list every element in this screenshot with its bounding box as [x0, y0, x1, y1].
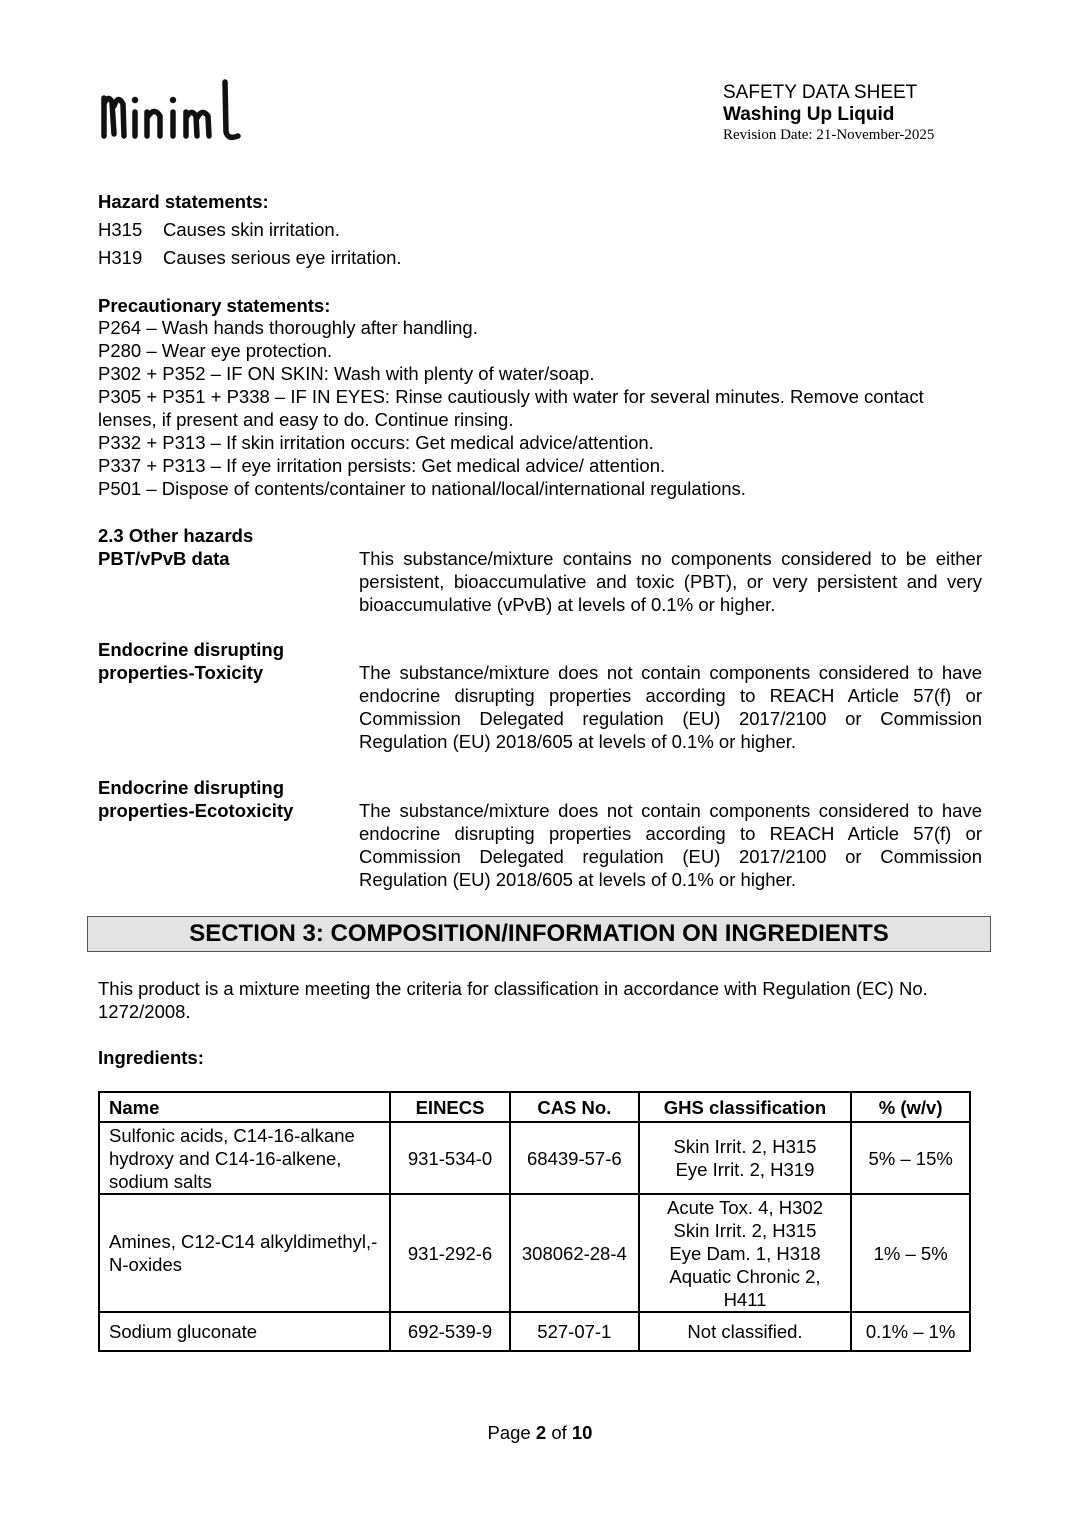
ecotoxicity-label-line1: Endocrine disrupting	[98, 777, 285, 798]
ecotoxicity-text: The substance/mixture does not contain components considered to have endocrine disrupting properties according to REACH Article 57(f) or Commission Delegated regulation (EU) 2017/2100 or Commission Regulation (EU) 2018/605 at levels of 0.1% or higher.	[359, 800, 982, 890]
pbt-label: PBT/vPvB data	[98, 548, 230, 569]
hazard-text: Causes skin irritation.	[163, 219, 340, 240]
company-logo	[98, 76, 263, 148]
precaution-item: P264 – Wash hands thoroughly after handling.	[98, 317, 478, 338]
ingredients-table	[98, 1091, 971, 1352]
doc-type: SAFETY DATA SHEET	[723, 82, 918, 103]
table-header-row	[99, 1092, 970, 1122]
section-3-title: SECTION 3: COMPOSITION/INFORMATION ON INGREDIENTS	[189, 920, 889, 947]
ingredient-percent: 1% – 5%	[851, 1194, 970, 1312]
ingredient-name: Sodium gluconate	[99, 1312, 390, 1351]
column-header-ghs: GHS classification	[639, 1092, 852, 1122]
ingredient-cas: 68439-57-6	[510, 1122, 639, 1194]
ingredient-einecs: 931-534-0	[390, 1122, 510, 1194]
precaution-item: P302 + P352 – IF ON SKIN: Wash with plenty of water/soap.	[98, 363, 595, 384]
page-footer	[0, 1422, 1080, 1444]
toxicity-text: The substance/mixture does not contain components considered to have endocrine disrupting properties according to REACH Article 57(f) or Commission Delegated regulation (EU) 2017/2100 or Commission Regulation (EU) 2018/605 at levels of 0.1% or higher.	[359, 662, 982, 752]
column-header-einecs: EINECS	[390, 1092, 510, 1122]
hazard-title: Hazard statements:	[98, 191, 269, 212]
toxicity-label-line2: properties-Toxicity	[98, 662, 264, 683]
ingredient-name: Amines, C12-C14 alkyldimethyl,-N-oxides	[99, 1194, 390, 1312]
ingredient-percent: 0.1% – 1%	[851, 1312, 970, 1351]
table-row	[99, 1122, 970, 1194]
other-hazards-title: 2.3 Other hazards	[98, 525, 254, 546]
ingredient-einecs: 931-292-6	[390, 1194, 510, 1312]
ingredient-einecs: 692-539-9	[390, 1312, 510, 1351]
column-header-percent: % (w/v)	[851, 1092, 970, 1122]
column-header-name: Name	[99, 1092, 390, 1122]
ingredient-name: Sulfonic acids, C14-16-alkane hydroxy and C14-16-alkene, sodium salts	[99, 1122, 390, 1194]
document-header	[723, 82, 934, 145]
product-name: Washing Up Liquid	[723, 104, 895, 125]
column-header-cas: CAS No.	[510, 1092, 639, 1122]
page-number: 2	[535, 1422, 547, 1443]
precaution-item: P501 – Dispose of contents/container to national/local/international regulations.	[98, 478, 746, 499]
page-total: 10	[571, 1422, 593, 1443]
table-row	[99, 1194, 970, 1312]
section-3-heading	[87, 916, 991, 952]
revision-date: Revision Date: 21-November-2025	[723, 127, 935, 143]
precaution-list	[98, 316, 982, 500]
precaution-item: P332 + P313 – If skin irritation occurs: Get medical advice/attention.	[98, 432, 654, 453]
precaution-item: P305 + P351 + P338 – IF IN EYES: Rinse cautiously with water for several minutes. Remove contact lenses, if present and easy to do. Continue rinsing.	[98, 386, 924, 430]
logo-mark-icon	[98, 76, 263, 148]
table-row	[99, 1312, 970, 1351]
ingredient-cas: 527-07-1	[510, 1312, 639, 1351]
ecotoxicity-label-line2: properties-Ecotoxicity	[98, 800, 294, 821]
ingredient-cas: 308062-28-4	[510, 1194, 639, 1312]
page-prefix: Page	[487, 1422, 531, 1443]
hazard-text: Causes serious eye irritation.	[163, 247, 402, 268]
hazard-code: H319	[98, 247, 143, 268]
page-of: of	[551, 1422, 567, 1443]
hazard-code: H315	[98, 219, 143, 240]
pbt-text: This substance/mixture contains no components considered to be either persistent, bioaccumulative and toxic (PBT), or very persistent and very bioaccumulative (vPvB) at levels of 0.1% or higher.	[359, 548, 982, 615]
precaution-title: Precautionary statements:	[98, 295, 331, 316]
ingredients-title: Ingredients:	[98, 1047, 204, 1068]
ingredient-ghs: Skin Irrit. 2, H315 Eye Irrit. 2, H319	[639, 1122, 852, 1194]
hazard-item	[98, 218, 340, 241]
hazard-item	[98, 246, 402, 269]
precaution-item: P280 – Wear eye protection.	[98, 340, 333, 361]
section-3-intro: This product is a mixture meeting the criteria for classification in accordance with Regulation (EC) No. 1272/2008.	[98, 978, 928, 1022]
ingredient-ghs: Acute Tox. 4, H302 Skin Irrit. 2, H315 Eye Dam. 1, H318 Aquatic Chronic 2, H411	[639, 1194, 852, 1312]
ingredient-ghs: Not classified.	[639, 1312, 852, 1351]
precaution-item: P337 + P313 – If eye irritation persists: Get medical advice/ attention.	[98, 455, 666, 476]
toxicity-label-line1: Endocrine disrupting	[98, 639, 285, 660]
ingredient-percent: 5% – 15%	[851, 1122, 970, 1194]
